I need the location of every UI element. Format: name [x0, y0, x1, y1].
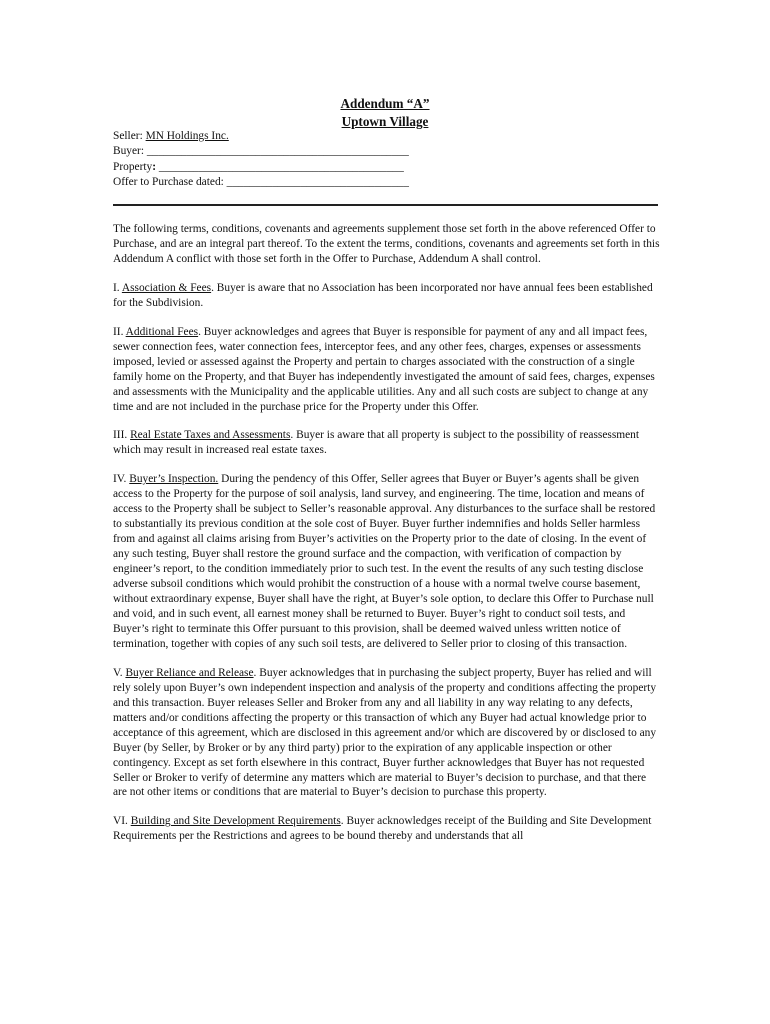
offer-date-line: Offer to Purchase dated: ________________________________: [113, 176, 409, 189]
buyer-line: Buyer: ______________________________________________: [113, 145, 409, 158]
section-text: . Buyer is aware that no Association has been incorporated nor have annual fees been established for the Subdivision.: [113, 281, 653, 309]
horizontal-rule: [113, 204, 658, 206]
section-building-requirements: [113, 814, 661, 844]
document-body: [113, 222, 661, 858]
section-number: VI.: [113, 815, 131, 828]
section-number: V.: [113, 666, 126, 679]
section-heading: Buyer Reliance and Release: [125, 666, 254, 679]
section-number: IV.: [113, 473, 130, 486]
section-number: II.: [113, 325, 126, 338]
section-text: . Buyer acknowledges that in purchasing the subject property, Buyer has relied and will rely solely upon Buyer’s own independent inspection and analysis of the property and conditions affecting the property and this transaction. Buyer releases Seller and Broker from any and all liability in any way relating to any defects, matters and/or conditions affecting the property or this transaction of which any Buyer had actual knowledge prior to acceptance of this agreement, which are disclosed in this agreement and/or which are discovered by or disclosed to any Buyer (by Seller, by Broker or by any third party) prior to the expiration of any applicable inspection or other contingency. Except as set forth elsewhere in this contract, Buyer further acknowledges that Buyer has not requested Seller or Broker to verify of determine any matters which are material to Buyer’s decision to purchase, and that there are not other items or conditions that are material to Buyer’s decision to purchase this property.: [113, 666, 657, 799]
section-text: During the pendency of this Offer, Seller agrees that Buyer or Buyer’s agents shall be given access to the Property for the purpose of soil analysis, land survey, and engineering. The time, location and means of access to the Property shall be subject to Seller’s reasonable approval. Any disturbances to the surface shall be restored to substantially its previous condition at the sole cost of Buyer. Buyer further indemnifies and holds Seller harmless from and against all claims arising from Buyer’s activities on the Property prior to the date of closing. In the event of any such testing, Buyer shall restore the ground surface and the compaction, with verification of compaction by engineer’s report, to the condition immediately prior to such test. In the event the results of any such testing disclose adverse subsoil conditions which would prohibit the construction of a house with a normal twelve course basement, without extraordinary expense, Buyer shall have the right, at Buyer’s sole option, to declare this Offer to Purchase null and void, and in such event, all earnest money shall be returned to Buyer. Buyer’s right to conduct soil tests, and Buyer’s right to terminate this Offer pursuant to this provision, shall be deemed waived unless written notice of termination, together with copies of any such soil tests, are delivered to Seller prior to closing of this transaction.: [113, 473, 656, 650]
property-blank: ___________________________________________: [156, 160, 404, 173]
seller-value: MN Holdings Inc.: [145, 130, 229, 142]
section-real-estate-taxes: [113, 428, 661, 458]
property-label: Property: [113, 160, 153, 173]
section-text: . Buyer acknowledges receipt of the Building and Site Development Requirements per the Restrictions and agrees to be bound thereby and understands that all: [113, 815, 652, 843]
document-title: [0, 95, 770, 131]
seller-line: [113, 129, 493, 144]
section-text: . Buyer is aware that all property is subject to the possibility of reassessment which may result in increased real estate taxes.: [113, 429, 640, 457]
section-buyer-reliance: [113, 666, 661, 801]
property-colon: :: [152, 160, 157, 173]
intro-paragraph: The following terms, conditions, covenants and agreements supplement those set forth in the above referenced Offer to Purchase, and are an integral part thereof. To the extent the terms, conditions, covenants and agreements set forth in this Addendum A conflict with those set forth in the Offer to Purchase, Addendum A shall control.: [113, 223, 660, 265]
section-association-fees: [113, 281, 661, 311]
seller-label: Seller:: [113, 130, 146, 142]
title-subdivision: Uptown Village: [341, 114, 429, 129]
section-heading: Real Estate Taxes and Assessments: [130, 429, 291, 442]
section-buyer-inspection: [113, 472, 661, 651]
section-number: I.: [113, 281, 122, 294]
section-heading: Building and Site Development Requirements: [130, 815, 341, 828]
property-line: [113, 160, 493, 175]
section-heading: Buyer’s Inspection.: [129, 473, 219, 486]
title-addendum: Addendum “A”: [340, 96, 430, 111]
section-heading: Association & Fees: [121, 281, 212, 294]
section-number: III.: [113, 429, 131, 442]
section-heading: Additional Fees: [125, 325, 199, 338]
section-additional-fees: [113, 325, 661, 415]
header-fields: [113, 129, 493, 191]
section-text: . Buyer acknowledges and agrees that Buyer is responsible for payment of any and all impact fees, sewer connection fees, water connection fees, interceptor fees, and any other fees, charges, expenses or assessments imposed, levied or assessed against the Property and pertain to charges associated with the construction of a single family home on the Property, and that Buyer has independently investigated the amount of said fees, charges, expenses and assessments with the Municipality and the applicable utilities. Any and all such costs are subject to change at any time and are not included in the purchase price for the Property under this Offer.: [113, 325, 655, 413]
